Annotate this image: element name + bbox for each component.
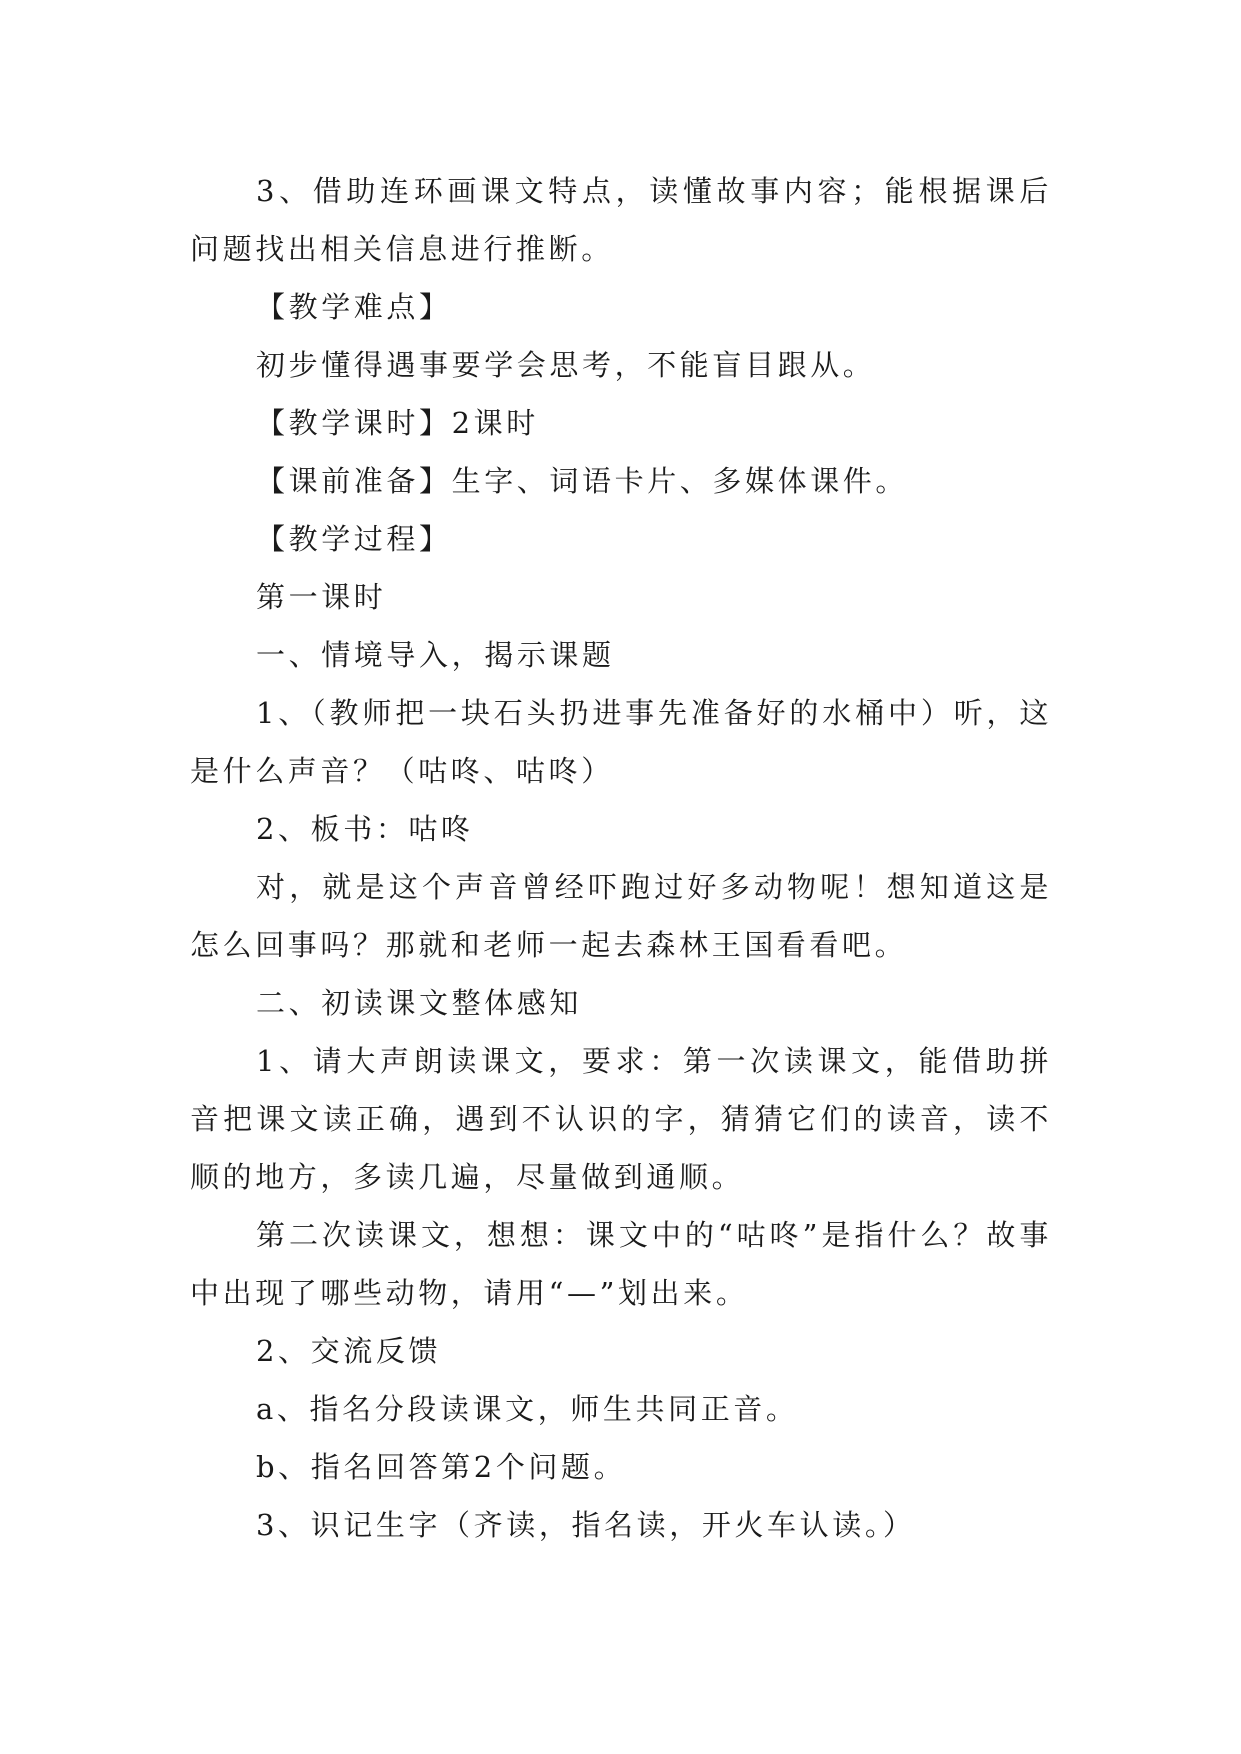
paragraph-reading-requirements: 1、请大声朗读课文，要求：第一次读课文，能借助拼音把课文读正确，遇到不认识的字，猜猜它们的读音，读不顺的地方，多读几遍，尽量做到通顺。	[190, 1044, 1052, 1194]
document-body	[190, 162, 1052, 1554]
heading-preparation: 【课前准备】生字、词语卡片、多媒体课件。	[256, 464, 909, 498]
section-heading-first-reading: 二、初读课文整体感知	[256, 986, 583, 1020]
paragraph-feedback-a: a、指名分段读课文，师生共同正音。	[256, 1392, 799, 1426]
heading-first-lesson: 第一课时	[256, 580, 387, 614]
paragraph-step-2: 2、板书：咕咚	[256, 812, 474, 846]
heading-teaching-process: 【教学过程】	[256, 522, 452, 556]
paragraph-feedback-b: b、指名回答第2个问题。	[256, 1450, 627, 1484]
paragraph-second-reading: 第二次读课文，想想：课文中的“咕咚”是指什么？故事中出现了哪些动物，请用“—”划出来。	[190, 1218, 1052, 1310]
section-heading-introduction: 一、情境导入，揭示课题	[256, 638, 615, 672]
paragraph-step-3: 3、识记生字（齐读，指名读，开火车认读。）	[256, 1508, 916, 1542]
paragraph-step-1: 1、（教师把一块石头扔进事先准备好的水桶中）听，这是什么声音？（咕咚、咕咚）	[190, 696, 1052, 788]
heading-class-hours: 【教学课时】2课时	[256, 406, 539, 440]
heading-teaching-difficulty: 【教学难点】	[256, 290, 452, 324]
paragraph-objective-3: 3、借助连环画课文特点，读懂故事内容；能根据课后问题找出相关信息进行推断。	[190, 174, 1052, 266]
paragraph-difficulty: 初步懂得遇事要学会思考，不能盲目跟从。	[256, 348, 876, 382]
paragraph-feedback: 2、交流反馈	[256, 1334, 442, 1368]
paragraph-transition: 对，就是这个声音曾经吓跑过好多动物呢！想知道这是怎么回事吗？那就和老师一起去森林王国看看吧。	[190, 870, 1052, 962]
